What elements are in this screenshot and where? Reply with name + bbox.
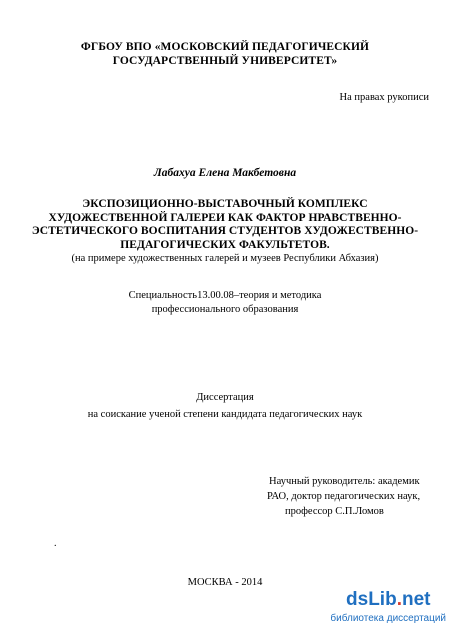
logo-ds: ds [346,589,369,610]
institution-name [0,40,450,68]
dslib-tagline: библиотека диссертаций [330,613,446,624]
dslib-logo [346,588,430,612]
logo-net: net [401,589,431,610]
dslib-watermark [330,588,446,632]
dissertation-label: Диссертация [196,392,254,403]
institution-line-2: ГОСУДАРСТВЕННЫЙ УНИВЕРСИТЕТ» [112,55,338,67]
specialty-block [0,289,450,316]
dissertation-subtitle: (на примере художественных галерей и музеев Республики Абхазия) [71,253,379,264]
city-year: МОСКВА - 2014 [187,577,263,588]
stray-dot: . [54,538,57,549]
supervisor-line-3: профессор С.П.Ломов [285,506,384,517]
supervisor-line-2: РАО, доктор педагогических наук, [267,491,421,502]
logo-dot: . [396,589,402,610]
supervisor-line-1: Научный руководитель: академик [269,476,420,487]
manuscript-rights-note: На правах рукописи [339,92,429,103]
specialty-line-1: Специальность13.00.08–теория и методика [128,290,322,301]
author-name: Лабахуа Елена Макбетовна [153,167,297,179]
logo-lib: Lib [368,589,397,610]
institution-line-1: ФГБОУ ВПО «МОСКОВСКИЙ ПЕДАГОГИЧЕСКИЙ [80,41,370,53]
dissertation-title [0,198,450,252]
degree-statement: на соискание ученой степени кандидата педагогических наук [87,409,363,420]
supervisor-block [269,474,420,519]
title-line-1: ЭКСПОЗИЦИОННО-ВЫСТАВОЧНЫЙ КОМПЛЕКС [82,198,368,210]
specialty-line-2: профессионального образования [151,303,299,315]
title-line-3: ЭСТЕТИЧЕСКОГО ВОСПИТАНИЯ СТУДЕНТОВ ХУДОЖЕСТВЕННО- [31,225,419,237]
title-line-2: ХУДОЖЕСТВЕННОЙ ГАЛЕРЕИ КАК ФАКТОР НРАВСТВЕННО- [48,211,402,224]
title-line-4: ПЕДАГОГИЧЕСКИХ ФАКУЛЬТЕТОВ. [120,238,330,251]
